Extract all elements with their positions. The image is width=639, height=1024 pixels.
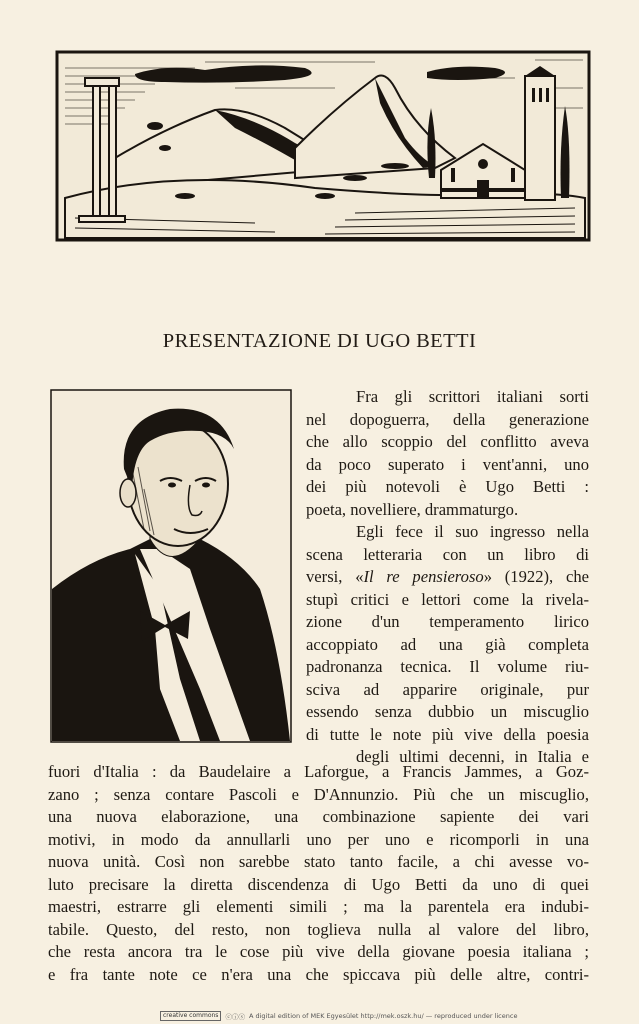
footer-text: A digital edition of MEK Egyesület http://mek.oszk.hu/ — reproduced under licence (248, 1012, 518, 1020)
text-line: motivi, in modo da annullarli uno per uno e ricomporli in una (48, 829, 589, 849)
text-line: e fra tante note ce n'era una che spiccava più delle altre, contri- (48, 964, 589, 984)
footer-notice (160, 1010, 518, 1022)
text-line: Egli fece il suo ingresso nella (356, 522, 589, 541)
text-line: di tutte le note più vive della poesia (306, 724, 589, 744)
text-line: stupì critici e lettori come la rivela- (306, 589, 589, 609)
book-title: Il re pensieroso (363, 567, 484, 586)
cc-icon: ⓒⓘⓢ (225, 1012, 245, 1021)
text-line: da poco superato i vent'anni, uno (306, 454, 589, 474)
text-line: che allo scoppio del conflitto aveva (306, 432, 589, 451)
text-line: versi, «Il re pensieroso» (1922), che (306, 567, 589, 586)
text-line: essendo senza dubbio un miscuglio (306, 702, 589, 721)
text-line: accoppiato ad una già completa (306, 634, 589, 654)
text-line: che resta ancora tra le cose più vive della giovane poesia italiana ; (48, 942, 589, 961)
text-line: degli ultimi decenni, in Italia e (356, 747, 589, 766)
text-line: una nuova elaborazione, una combinazione sapiente dei vari (48, 807, 589, 826)
text-line: luto precisare la diretta discendenza di Ugo Betti da uno di quei (48, 874, 589, 894)
text-line: nel dopoguerra, della generazione (306, 409, 589, 429)
text-line: tabile. Questo, del resto, non toglieva nulla al valore del libro, (48, 919, 589, 939)
text-line: Fra gli scrittori italiani sorti (356, 387, 589, 406)
text-line: dei più notevoli è Ugo Betti : (306, 477, 589, 496)
text-line: zano ; senza contare Pascoli e D'Annunzio. Più che un miscuglio, (48, 784, 589, 804)
text-line: poeta, novelliere, drammaturgo. (306, 499, 519, 519)
text-line: fuori d'Italia : da Baudelaire a Laforgue, a Francis Jammes, a Goz- (48, 762, 589, 781)
body-text (48, 761, 589, 986)
text-line: maestri, estrarre gli elementi simili ; ma la parentela era indubi- (48, 897, 589, 916)
text-line: scena letteraria con un libro di (306, 544, 589, 564)
page-title: PRESENTAZIONE DI UGO BETTI (162, 330, 477, 352)
creative-commons-badge[interactable]: creative commons (160, 1011, 221, 1021)
text-line: zione d'un temperamento lirico (306, 612, 589, 631)
column-text (306, 386, 589, 769)
text-line: sciva ad apparire originale, pur (306, 679, 589, 699)
text-line: padronanza tecnica. Il volume riu- (306, 657, 589, 676)
text-line: nuova unità. Così non sarebbe stato tanto facile, a chi avesse vo- (48, 852, 589, 871)
author-portrait (50, 389, 292, 743)
landscape-illustration (55, 48, 591, 242)
